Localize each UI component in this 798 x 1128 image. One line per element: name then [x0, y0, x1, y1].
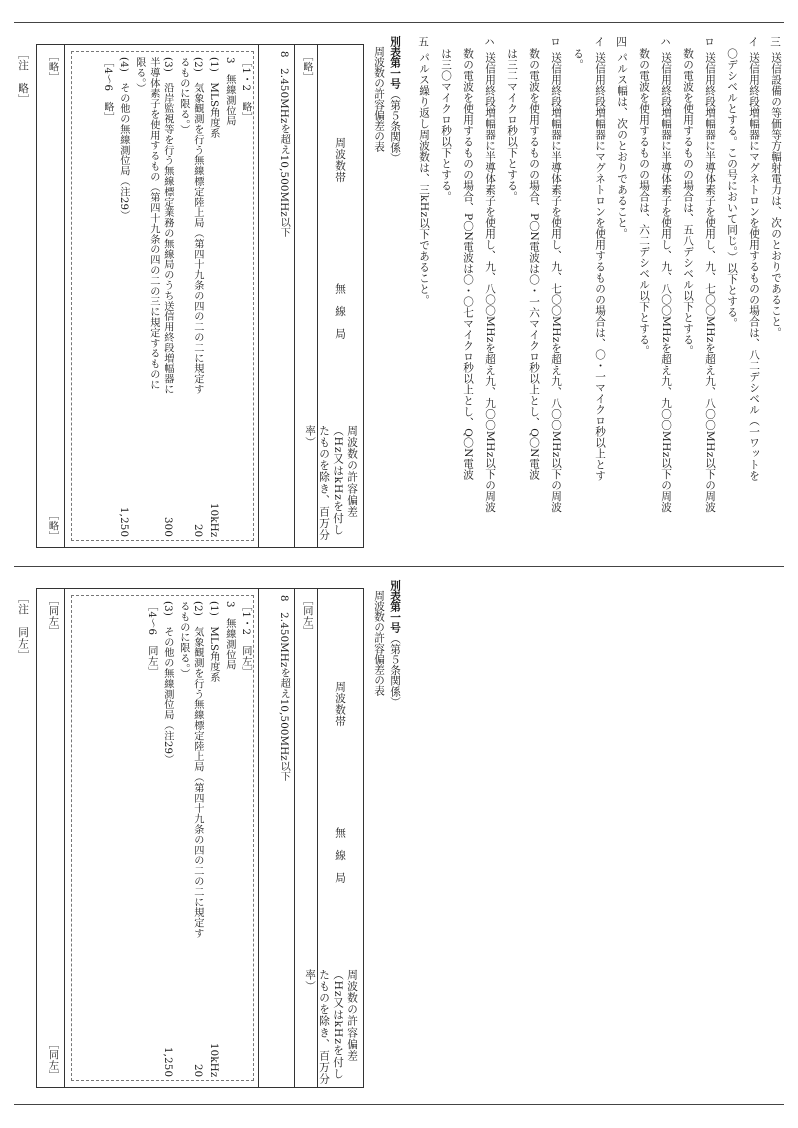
middle-rule	[14, 566, 784, 567]
station-entry: (4) その他の無線測位局（注29）	[117, 57, 129, 221]
tolerance-value: 20	[191, 523, 203, 537]
station-entry: ［4～6 略］	[101, 57, 113, 123]
lower-col-omit-left: ［同左］ ［同左］	[37, 589, 65, 1088]
lower-col-omit-right: ［同左］	[295, 589, 318, 1088]
lower-frequency-table	[36, 588, 364, 1088]
provision-line: 送信用終段増幅器に半導体素子を使用し、九、八〇〇MHzを超え九、九〇〇MHz以下の周波	[484, 52, 496, 513]
col-omit-right: ［略］	[295, 45, 318, 548]
station-entry: 3 無線測位局	[223, 57, 235, 127]
lower-table-ref: （第５条関係）	[389, 633, 401, 708]
station-entry: (3) 沿岸監視等を行う無線標定業務の無線局のうち送信用終段増幅器に半導体素子を使用するもの（第四十九条の四の二の三に規定するものに限る。）	[133, 57, 173, 395]
header-station: 無線局	[334, 283, 346, 351]
upper-table-subtitle: 周波数の許容偏差の表	[373, 46, 385, 152]
provision-marker: 四	[615, 36, 627, 47]
band-8: 8 2.450MHzを超え10,500MHz以下	[278, 51, 290, 238]
provision-line: 送信用終段増幅器にマグネトロンを使用するものの場合は、八二デシベル（一ワットを	[748, 52, 760, 481]
lower-header-station: 無線局	[334, 827, 346, 895]
station-entry: 3 無線測位局	[223, 601, 235, 671]
station-entry: ［1・2 略］	[239, 57, 251, 123]
tolerance-value: 10kHz	[207, 1042, 219, 1077]
provision-marker: イ	[747, 36, 759, 47]
provision-marker: ハ	[659, 36, 671, 47]
col-header	[304, 45, 363, 548]
header-tolerance: 周波数の許容偏差（Hz又はkHzを付したものを除き、百万分率）	[304, 425, 358, 541]
lower-table-title: 別表第一号	[389, 580, 401, 633]
provision-line: 送信用終段増幅器にマグネトロンを使用するものの場合は、〇・一マイクロ秒以上とす	[594, 52, 606, 481]
station-entry: ［4～6 同左］	[145, 601, 157, 677]
provision-marker: ロ	[549, 36, 561, 47]
header-band: 周波数帯	[334, 137, 346, 184]
top-rule	[14, 22, 784, 23]
lower-note: ［注 同左］	[17, 592, 29, 662]
station-entry: (2) 気象観測を行う無線標定陸上局（第四十九条の四の二の二に規定するものに限る。）	[177, 601, 203, 939]
station-entry: (1) MLS角度系	[207, 57, 219, 139]
tolerance-value: 1,250	[117, 506, 129, 537]
lower-table-subtitle: 周波数の許容偏差の表	[373, 590, 385, 696]
lower-table-caption	[388, 580, 402, 707]
lower-col-band	[258, 589, 294, 1088]
lower-header-band: 周波数帯	[334, 681, 346, 728]
provision-marker: 五	[417, 36, 429, 47]
provision-line: 数の電波を使用するものの場合、P〇N電波は〇・〇七マイクロ秒以上とし、Q〇N電波	[462, 48, 474, 480]
provision-line: パルス幅は、次のとおりであること。	[616, 52, 628, 239]
upper-table-caption	[388, 36, 402, 163]
provision-line: 送信用終段増幅器に半導体素子を使用し、九、八〇〇MHzを超え九、九〇〇MHz以下の周波	[660, 52, 672, 513]
col-omit-left: ［略］ ［略］	[37, 45, 65, 548]
bottom-rule	[14, 1104, 784, 1105]
provision-line: 数の電波を使用するものの場合は、五八デシベル以下とする。	[682, 48, 694, 356]
provision-line: 送信用終段増幅器に半導体素子を使用し、九、七〇〇MHzを超え九、八〇〇MHz以下の周波	[704, 52, 716, 513]
station-entry: (2) 気象観測を行う無線標定陸上局（第四十九条の四の二の二に規定するものに限る。）	[177, 57, 203, 395]
col-stations	[65, 45, 258, 548]
col-band	[258, 45, 294, 548]
tolerance-value: 300	[161, 516, 173, 537]
provision-line: パルス繰り返し周波数は、三kHz以下であること。	[418, 52, 430, 306]
lower-header-tolerance: 周波数の許容偏差（Hz又はkHzを付したものを除き、百万分率）	[304, 969, 358, 1085]
tolerance-value: 1,250	[161, 1046, 173, 1077]
provision-marker: ロ	[703, 36, 715, 47]
provision-line: る。	[572, 48, 584, 70]
provision-line: は三二マイクロ秒以下とする。	[506, 48, 518, 202]
tolerance-value: 20	[191, 1063, 203, 1077]
lower-col-stations	[65, 589, 258, 1088]
upper-note: ［注 略］	[17, 48, 29, 106]
provision-line: 数の電波を使用するものの場合、P〇N電波は〇・一六マイクロ秒以上とし、Q〇N電波	[528, 48, 540, 480]
tolerance-value: 10kHz	[207, 502, 219, 537]
station-entry: ［1・2 同左］	[239, 601, 251, 677]
provision-line: 数の電波を使用するものの場合は、六二デシベル以下とする。	[638, 48, 650, 356]
table-title: 別表第一号	[389, 36, 401, 89]
provision-line: 〇デシベルとする。この号において同じ。）以下とする。	[726, 48, 738, 329]
provision-line: 送信設備の等価等方輻射電力は、次のとおりであること。	[770, 52, 782, 338]
provision-marker: イ	[593, 36, 605, 47]
station-entry: (3) その他の無線測位局（注29）	[161, 601, 173, 765]
lower-band-8: 8 2.450MHzを超え10,500MHz以下	[278, 595, 290, 782]
provision-marker: 三	[769, 36, 781, 47]
table-ref: （第５条関係）	[389, 89, 401, 164]
station-entry: (1) MLS角度系	[207, 601, 219, 683]
provision-marker: ハ	[483, 36, 495, 47]
upper-frequency-table	[36, 44, 364, 548]
provision-line: 送信用終段増幅器に半導体素子を使用し、九、七〇〇MHzを超え九、八〇〇MHz以下の周波	[550, 52, 562, 513]
provision-line: は三〇マイクロ秒以下とする。	[440, 48, 452, 202]
